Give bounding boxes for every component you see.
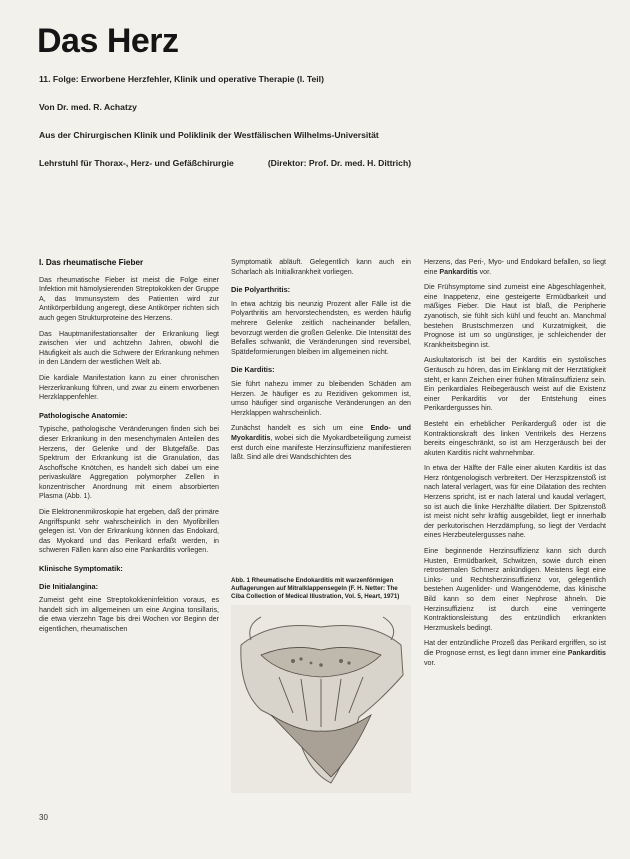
subheading: Die Initialangina: <box>39 581 99 591</box>
paragraph: Die Elektronenmikroskopie hat ergeben, daß der primäre Angriffspunkt sehr wahrscheinlich in den Myofibrillen gelegen ist. Von der Erkrankung können das Endokard, das Myokard und das Perikard erfaßt werden, in schweren Fällen kann also eine Pankarditis vorliegen. <box>39 508 219 555</box>
article-department-line <box>39 158 411 168</box>
paragraph: Symptomatik abläuft. Gelegentlich kann auch ein Scharlach als Initialkrankheit vorliegen. <box>231 258 411 276</box>
article-department: Lehrstuhl für Thorax-, Herz- und Gefäßchirurgie <box>39 158 234 168</box>
text-column-2 <box>231 258 411 469</box>
paragraph: Besteht ein erheblicher Perikarderguß oder ist die Kontraktionskraft des linken Ventrikels des Herzens bereits eingeschränkt, so ist am Herzgeräusch bei der akuten Karditis nicht wahrnehmbar. <box>424 419 606 457</box>
paragraph <box>424 639 606 668</box>
bold-term: Pankarditis <box>439 267 478 276</box>
section-heading: I. Das rheumatische Fieber <box>39 258 144 267</box>
bold-term: Endo- und Myokarditis <box>231 424 411 442</box>
article-subtitle: 11. Folge: Erworbene Herzfehler, Klinik und operative Therapie (I. Teil) <box>39 74 324 84</box>
paragraph: Die Frühsymptome sind zumeist eine Abgeschlagenheit, eine Inappetenz, eine gesteigerte Ermüdbarkeit und mäßiges Fieber. Die Haut ist blaß, die Peripherie zyanotisch, sie fühlt sich kühl und feucht an. Manchmal bestehen Brustschmerzen und Kurzatmigkeit, die Prognose ist um so ungünstiger, je schleichender der Krankheitsbeginn ist. <box>424 283 606 349</box>
subheading: Pathologische Anatomie: <box>39 410 128 420</box>
page-title: Das Herz <box>37 22 179 60</box>
text-column-3 <box>424 258 606 674</box>
figure-caption: Abb. 1 Rheumatische Endokarditis mit warzenförmigen Auflagerungen auf Mitralklappensegeln (F. H. Netter: The Ciba Collection of Medical Illustration, Vol. 5, Heart, 1971) <box>231 577 400 600</box>
article-institution: Aus der Chirurgischen Klinik und Poliklinik der Westfälischen Wilhelms-Universität <box>39 130 379 140</box>
article-author: Von Dr. med. R. Achatzy <box>39 102 137 112</box>
text-column-1 <box>39 258 219 641</box>
paragraph: Sie führt nahezu immer zu bleibenden Schäden am Herzen. Je häufiger es zu Rezidiven gekommen ist, umso häufiger sind organische Veränderungen an den Herzklappen wahrscheinlich. <box>231 379 411 417</box>
figure-1 <box>231 577 411 829</box>
subheading: Klinische Symptomatik: <box>39 564 123 574</box>
paragraph: Typische, pathologische Veränderungen finden sich bei dieser Erkrankung in den mesenchymalen Anteilen des Herzens, der Gelenke und der Blutgefäße. Das Spektrum der Erkrankung ist die Granulation, das Aschoffsche Knötchen, es handelt sich dabei um eine perivaskuläre Aggregation polymorpher Zellen in konzentrischer Anordnung mit einem absorbierten Plasma (Abb. 1). <box>39 425 219 501</box>
page-number: 30 <box>39 813 48 822</box>
paragraph <box>231 424 411 462</box>
text-run: vor. <box>424 658 436 667</box>
paragraph: Das rheumatische Fieber ist meist die Folge einer Infektion mit hämolysierenden Streptokokken der Gruppe A, das Immunsystem des Patienten wird zur Antikörperbildung angeregt, diese Antikörper richten sich auch gegen Strukturproteine des Herzens. <box>39 275 219 322</box>
paragraph: In etwa achtzig bis neunzig Prozent aller Fälle ist die Polyarthritis am hervorstechendsten, es werden häufig mehrere Gelenke zeitlich nacheinander befallen, bevorzugt werden die großen Gelenke. Die Intensität des Befalles schwankt, die Veränderungen sind reversibel, Spätdeformierungen bleiben im allgemeinen nicht. <box>231 299 411 356</box>
heart-illustration <box>231 605 411 793</box>
paragraph: Eine beginnende Herzinsuffizienz kann sich durch Husten, Ermüdbarkeit, Schwitzen, sowie durch einen retrosternalen Schmerz ankündigen. Meistens liegt eine Links- und Rechtsherzinsuffizienz vor, gelegentlich bestehen Augenlider- und Wangenödeme, das klinische Bild kann so dem einer Nephrose ähneln. Die Herzinsuffizienz ist durch eine verringerte Kontraktionsleistung des entzündlich erkrankten Herzmuskels bedingt. <box>424 547 606 632</box>
text-run: Herzens, das Peri-, Myo- und Endokard befallen, so liegt eine <box>424 258 606 276</box>
text-run: vor. <box>477 267 492 276</box>
text-run: Hat der entzündliche Prozeß das Perikard ergriffen, so ist die Prognose ernst, es liegt dann immer eine <box>424 639 606 657</box>
paragraph: Auskultatorisch ist bei der Karditis ein systolisches Geräusch zu hören, das im Einklang mit der Herztätigkeit steht, er kann Zeichen einer frühen Mitralinsuffizienz sein. Ein perikardiales Reibegeräusch weist auf die Existenz einer Perikarditis vor der Entstehung eines Perikardergusses hin. <box>424 356 606 413</box>
text-run: , wobei sich die Myokardbeteiligung zumeist erst durch eine manifeste Herzinsuffizienz manifestieren läßt. Sind alle drei Wandschichten des <box>231 433 411 462</box>
paragraph: In etwa der Hälfte der Fälle einer akuten Karditis ist das Herz röntgenologisch verbreitert. Der Herzspitzenstoß ist nach lateral verlagert, was für eine Dilatation des rechten Herzens spricht, ist er nach lateral und kaudal verlagert, so ist auch die linke Herzhälfte dilatiert. Der Spitzenstoß ist meist nicht sehr kräftig ausgebildet, liegt er innerhalb der perkutorischen Herzdämpfung, so liegt der Verdacht eines Herzbeutelergusses nahe. <box>424 464 606 540</box>
text-run: Zunächst handelt es sich um eine <box>231 424 371 433</box>
paragraph <box>424 258 606 277</box>
paragraph: Das Hauptmanifestationsalter der Erkrankung liegt zwischen vier und achtzehn Jahren, obwohl die Häufigkeit als auch die Schwere der Erkrankung nehmen in den Ländern der westlichen Welt ab. <box>39 329 219 367</box>
bold-term: Pankarditis <box>567 648 606 657</box>
paragraph: Zumeist geht eine Streptokokkeninfektion voraus, es handelt sich im allgemeinen um eine Angina tonsillaris, die etwa vierzehn Tage bis drei Wochen vor Beginn der eigentlichen, rheumatischen <box>39 596 219 633</box>
paragraph: Die kardiale Manifestation kann zu einer chronischen Herzerkrankung führen, und zwar zu einem erworbenen Herzklappenfehler. <box>39 373 219 402</box>
subheading: Die Polyarthritis: <box>231 285 291 295</box>
article-director: (Direktor: Prof. Dr. med. H. Dittrich) <box>267 158 412 168</box>
subheading: Die Karditis: <box>231 365 275 375</box>
